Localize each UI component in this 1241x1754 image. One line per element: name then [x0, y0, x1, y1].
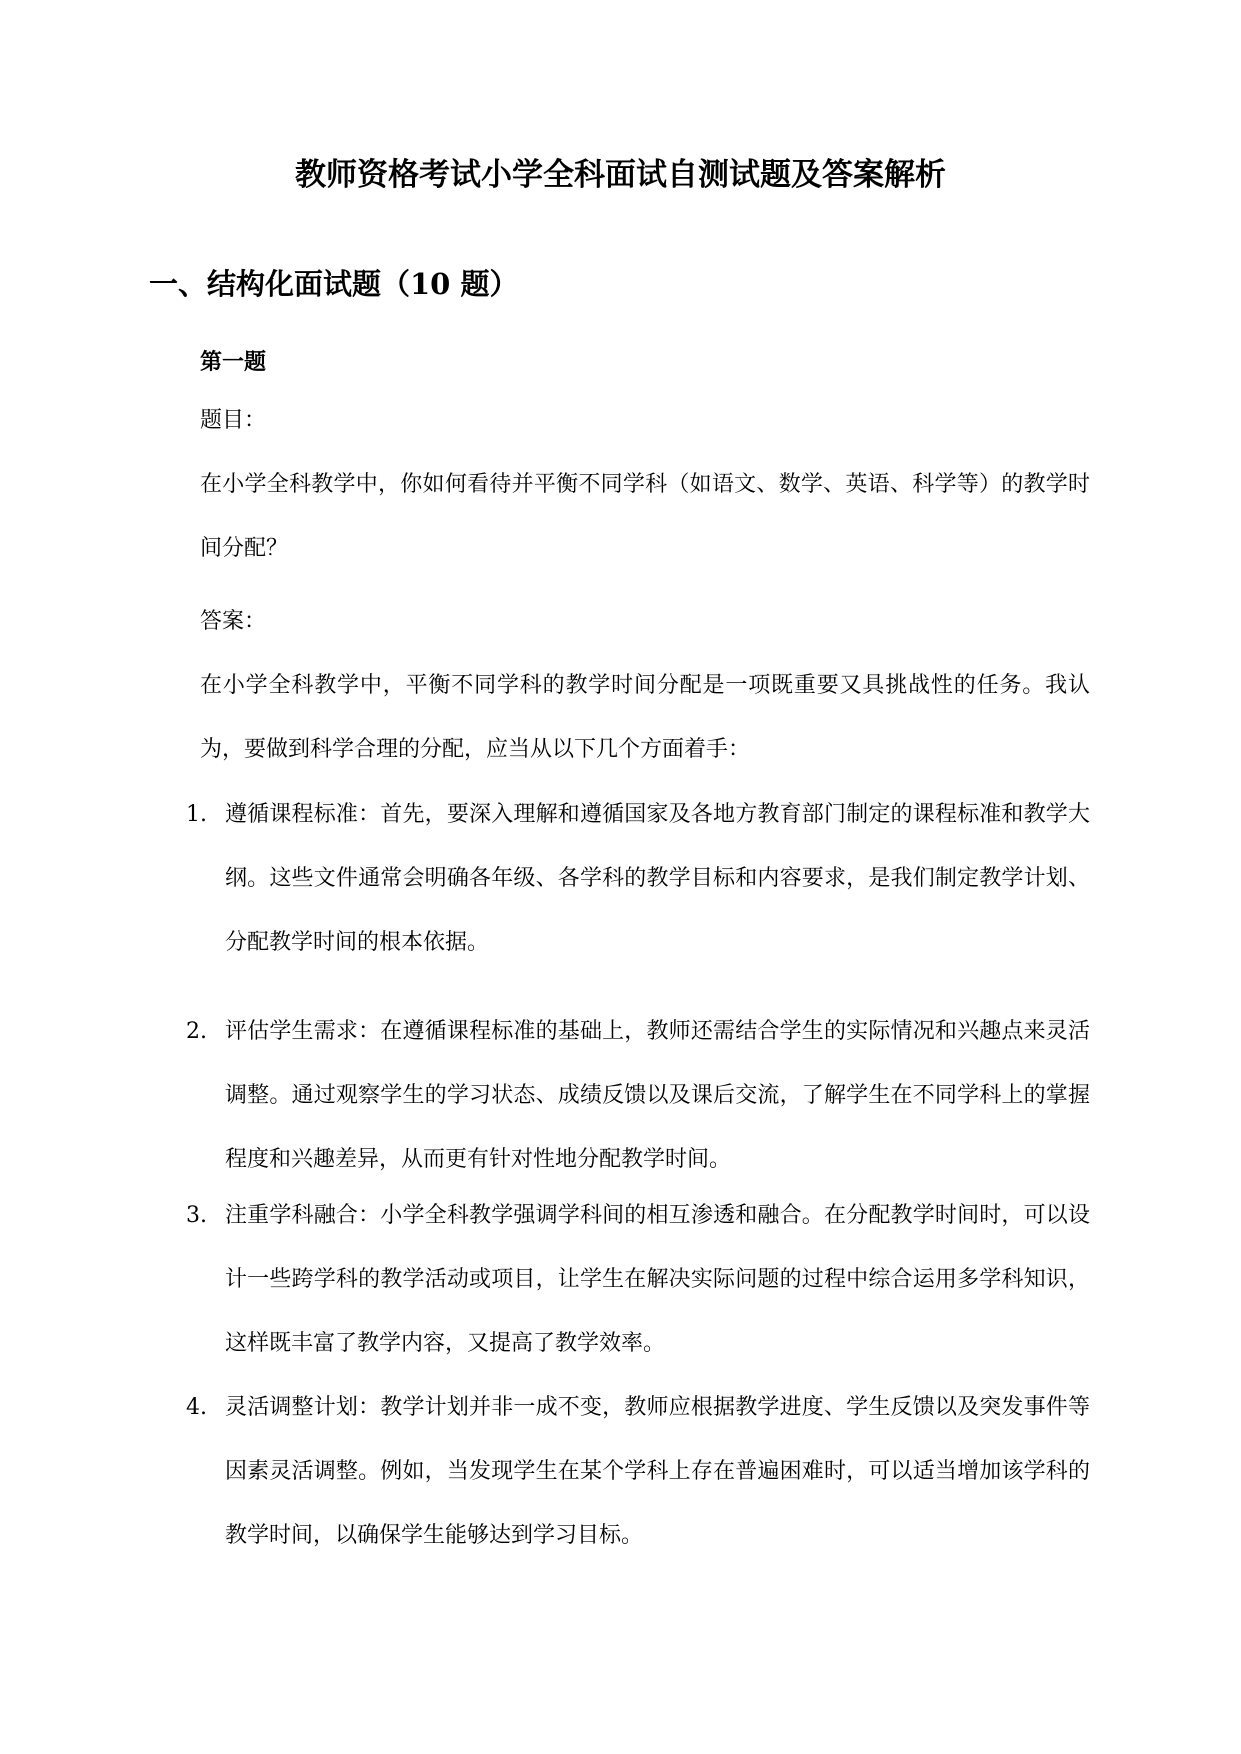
answer-intro: 在小学全科教学中，平衡不同学科的教学时间分配是一项既重要又具挑战性的任务。我认为，要做到科学合理的分配，应当从以下几个方面着手： — [200, 673, 1090, 762]
answer-point-number: 2. — [186, 1019, 207, 1044]
answer-point-text: 灵活调整计划：教学计划并非一成不变，教师应根据教学进度、学生反馈以及突发事件等因素灵活调整。例如，当发现学生在某个学科上存在普遍困难时，可以适当增加该学科的教学时间，以确保学生能够达到学习目标。 — [225, 1395, 1090, 1548]
answer-point-text: 遵循课程标准：首先，要深入理解和遵循国家及各地方教育部门制定的课程标准和教学大纲。这些文件通常会明确各年级、各学科的教学目标和内容要求，是我们制定教学计划、分配教学时间的根本依据。 — [225, 802, 1090, 955]
answer-point-number: 1. — [186, 802, 207, 827]
question-heading: 第一题 — [200, 349, 267, 375]
prompt-label: 题目： — [200, 408, 267, 433]
prompt-text: 在小学全科教学中，你如何看待并平衡不同学科（如语文、数学、英语、科学等）的教学时间分配？ — [200, 472, 1090, 561]
answer-point-number: 3. — [186, 1203, 207, 1228]
answer-point-text: 评估学生需求：在遵循课程标准的基础上，教师还需结合学生的实际情况和兴趣点来灵活调整。通过观察学生的学习状态、成绩反馈以及课后交流，了解学生在不同学科上的掌握程度和兴趣差异，从而更有针对性地分配教学时间。 — [225, 1019, 1090, 1172]
answer-point-text: 注重学科融合：小学全科教学强调学科间的相互渗透和融合。在分配教学时间时，可以设计一些跨学科的教学活动或项目，让学生在解决实际问题的过程中综合运用多学科知识，这样既丰富了教学内容，又提高了教学效率。 — [225, 1203, 1090, 1356]
document-title: 教师资格考试小学全科面试自测试题及答案解析 — [295, 157, 946, 193]
section-heading: 一、结构化面试题（10 题） — [149, 267, 519, 301]
answer-point-number: 4. — [186, 1395, 207, 1420]
answer-label: 答案： — [200, 609, 267, 634]
